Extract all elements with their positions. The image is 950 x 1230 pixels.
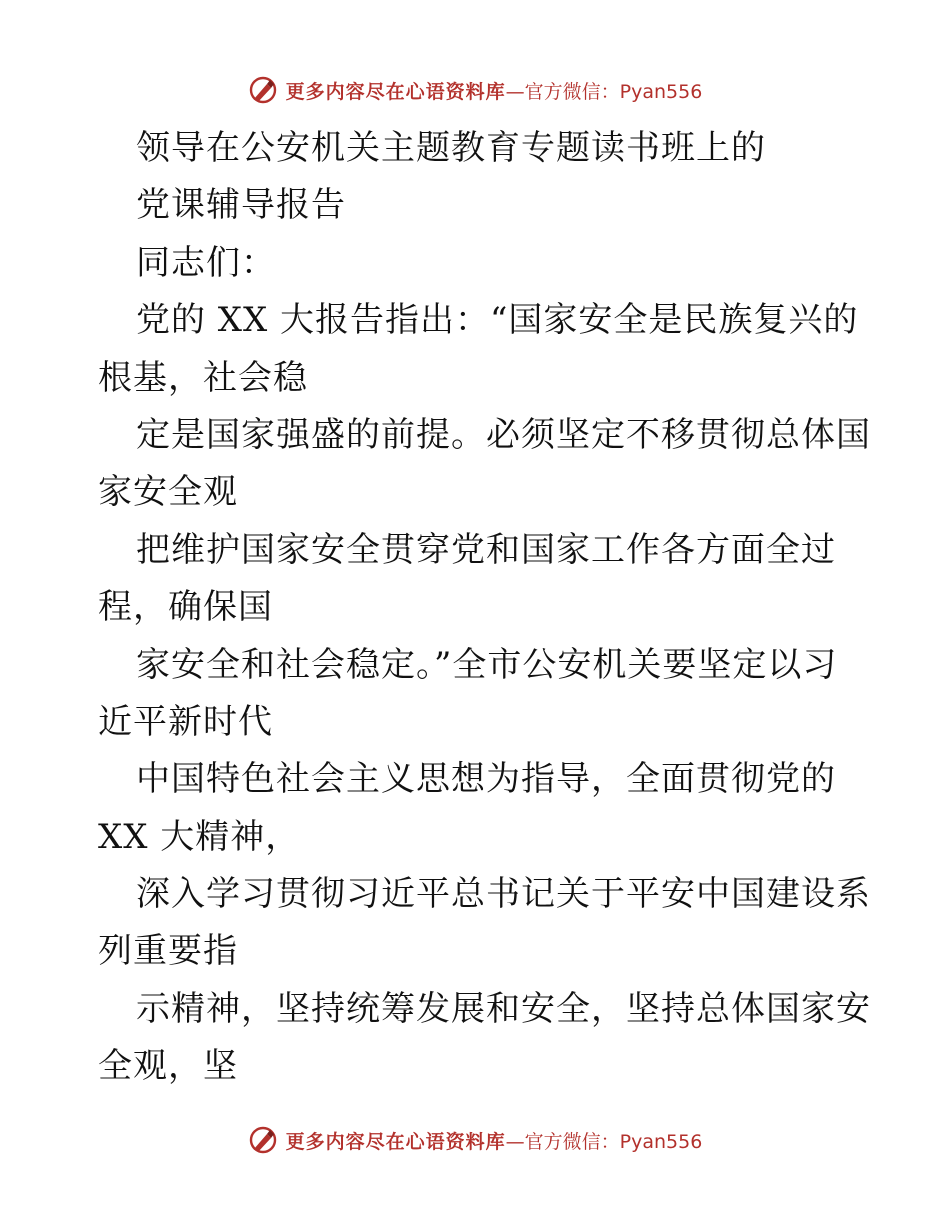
paragraph-line: 定是国家强盛的前提。必须坚定不移贯彻总体国 <box>136 414 871 455</box>
paragraph-line: XX 大精神， <box>98 816 301 857</box>
title-line-2: 党课辅导报告 <box>136 185 346 226</box>
document-body <box>98 120 871 1096</box>
header-watermark <box>0 73 950 107</box>
header-brand-text: 更多内容尽在心语资料库 <box>285 80 506 103</box>
salutation: 同志们： <box>136 242 276 283</box>
paragraph-line: 把维护国家安全贯穿党和国家工作各方面全过 <box>136 529 836 570</box>
pen-logo-icon <box>248 75 278 105</box>
paragraph-line: 程，确保国 <box>98 587 273 628</box>
header-tagline-text: —官方微信：Pyan556 <box>505 80 703 103</box>
footer-tagline-text: —官方微信：Pyan556 <box>505 1130 703 1153</box>
paragraph-line: 家安全和社会稳定。”全市公安机关要坚定以习 <box>136 644 838 685</box>
paragraph-line: 深入学习贯彻习近平总书记关于平安中国建设系 <box>136 874 871 915</box>
paragraph-line: 家安全观 <box>98 472 238 513</box>
paragraph-line: 根基，社会稳 <box>98 357 308 398</box>
paragraph-line: 党的 XX 大报告指出：“国家安全是民族复兴的 <box>136 300 859 341</box>
pen-logo-icon <box>248 1125 278 1155</box>
title-line-1: 领导在公安机关主题教育专题读书班上的 <box>136 128 766 168</box>
footer-brand-text: 更多内容尽在心语资料库 <box>285 1130 506 1153</box>
paragraph-line: 中国特色社会主义思想为指导，全面贯彻党的 <box>136 759 836 800</box>
paragraph-line: 列重要指 <box>98 931 238 972</box>
paragraph-line: 近平新时代 <box>98 701 273 742</box>
footer-watermark <box>0 1123 950 1157</box>
paragraph-line: 示精神，坚持统筹发展和安全，坚持总体国家安 <box>136 988 871 1029</box>
paragraph-line: 全观，坚 <box>98 1046 238 1087</box>
